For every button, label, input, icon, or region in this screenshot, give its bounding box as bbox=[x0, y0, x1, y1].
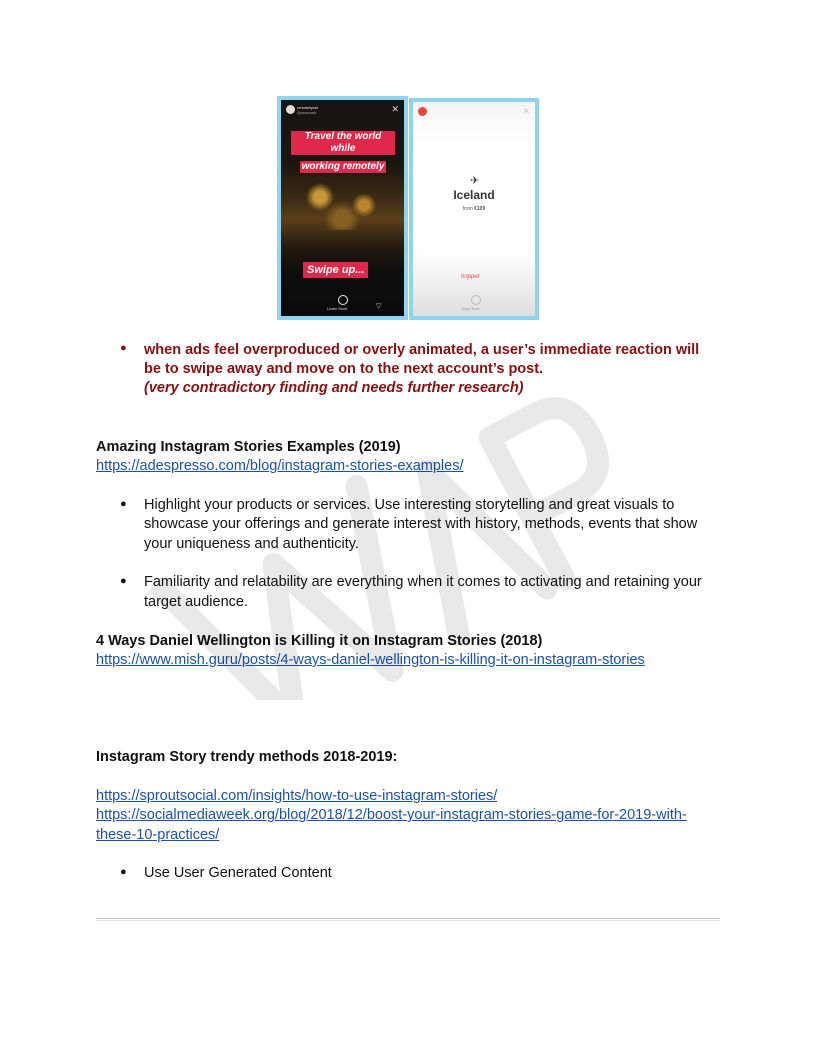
source-link[interactable]: https://www.mish.guru/posts/4-ways-daniel-wellington-is-killing-it-on-instagram-stories bbox=[96, 652, 645, 668]
story-ad-image-travel bbox=[277, 96, 408, 320]
account-name: remotelyear bbox=[297, 105, 319, 110]
bullet-text: Highlight your products or services. Use interesting storytelling and great visuals to bbox=[144, 497, 675, 513]
destination-label: Iceland bbox=[453, 188, 495, 202]
headline-line: working remotely bbox=[301, 161, 385, 172]
price-value: €109 bbox=[474, 206, 486, 212]
headline-line: Travel the world while bbox=[291, 131, 395, 155]
source-link[interactable]: these-10-practices/ bbox=[96, 827, 220, 843]
brand-logo: hopper bbox=[461, 274, 480, 280]
page-divider bbox=[96, 918, 720, 921]
airplane-icon: ✈ bbox=[470, 175, 480, 187]
bullet-text: Familiarity and relatability are everything when it comes to activating and retaining your bbox=[144, 574, 702, 590]
close-icon: ✕ bbox=[391, 104, 399, 114]
bullet-marker: ● bbox=[120, 866, 127, 878]
close-icon: ✕ bbox=[522, 106, 530, 116]
price-line bbox=[413, 206, 535, 212]
source-link[interactable]: https://socialmediaweek.org/blog/2018/12/boost-your-instagram-stories-game-for-2019-with- bbox=[96, 807, 687, 823]
source-link[interactable]: https://sproutsocial.com/insights/how-to-use-instagram-stories/ bbox=[96, 788, 498, 804]
bullet-text: your uniqueness and authenticity. bbox=[144, 536, 359, 552]
finding-text: when ads feel overproduced or overly animated, a user’s immediate reaction will bbox=[144, 342, 700, 358]
send-icon: ▽ bbox=[376, 303, 382, 310]
finding-note: (very contradictory finding and needs further research) bbox=[144, 380, 524, 396]
bullet-marker: ● bbox=[120, 575, 127, 587]
section-title: 4 Ways Daniel Wellington is Killing it on Instagram Stories (2018) bbox=[96, 633, 543, 649]
finding-text: be to swipe away and move on to the next account’s post. bbox=[144, 361, 544, 377]
cta-label: Shop Now bbox=[461, 306, 480, 311]
source-link[interactable]: https://adespresso.com/blog/instagram-stories-examples/ bbox=[96, 458, 464, 474]
chevron-up-icon bbox=[471, 295, 481, 305]
bullet-text: Use User Generated Content bbox=[144, 865, 332, 881]
chevron-up-icon bbox=[338, 295, 348, 305]
bullet-text: showcase your offerings and generate interest with history, methods, events that show bbox=[144, 516, 698, 532]
swipe-up-label: Swipe up... bbox=[303, 262, 368, 278]
account-avatar bbox=[418, 107, 427, 116]
section-title: Amazing Instagram Stories Examples (2019) bbox=[96, 439, 401, 455]
story-ad-image-iceland bbox=[409, 98, 539, 320]
night-scene bbox=[287, 175, 397, 230]
account-avatar bbox=[286, 105, 295, 114]
bullet-text: target audience. bbox=[144, 594, 248, 610]
section-title: Instagram Story trendy methods 2018-2019: bbox=[96, 749, 398, 765]
sponsored-label: Sponsored bbox=[297, 110, 317, 115]
price-prefix: from bbox=[462, 206, 473, 212]
bullet-marker: ● bbox=[120, 498, 127, 510]
bullet-marker: ● bbox=[120, 342, 127, 354]
ad-headline bbox=[291, 131, 395, 174]
cta-label: Learn More bbox=[327, 306, 348, 311]
